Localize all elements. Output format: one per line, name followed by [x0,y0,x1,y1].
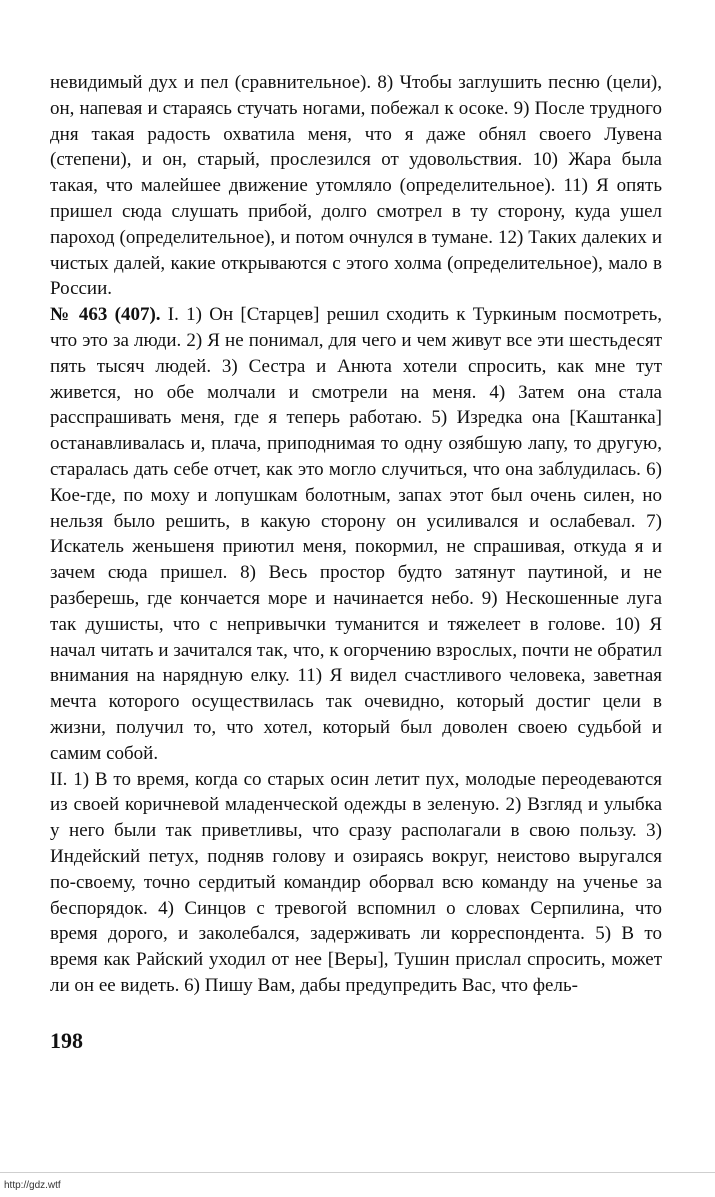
answer-text [50,70,662,999]
paragraph-exercise-463 [50,302,662,766]
paragraph-exercise-part-2: II. 1) В то время, когда со старых осин летит пух, молодые переодеваются из своей коричневой младенческой одежды в зеленую. 2) Взгляд и улыбка у него были так приветливы, что сразу располагали в свою пользу. 3) Индейский петух, подняв голову и озираясь вокруг, неистово выругался по-своему, точно сердитый командир оборвал всю команду на ученье за беспорядок. 4) Синцов с тревогой вспомнил о словах Серпилина, что время дорого, и заколебался, задерживать ли корреспондента. 5) В то время как Райский уходил от нее [Веры], Тушин прислал спросить, может ли он ее видеть. 6) Пишу Вам, дабы предупредить Вас, что фель- [50,768,662,996]
page-number: 198 [50,1028,83,1053]
exercise-number: № 463 (407). [50,304,161,326]
paragraph-continuation: невидимый дух и пел (сравнительное). 8) Чтобы заглушить песню (цели), он, напевая и стараясь стучать ногами, побежал к осоке. 9) После трудного дня такая радость охватила меня, что я даже обнял своего Лувена (степени), и он, старый, прослезился от удовольствия. 10) Жара была такая, что малейшее движение утомляло (определительное). 11) Я опять пришел сюда слушать прибой, долго смотрел в ту сторону, куда ушел пароход (определительное), и потом очнулся в тумане. 12) Таких далеких и чистых далей, какие открываются с этого холма (определительное), мало в России. [50,72,662,300]
watermark: http://gdz.wtf [4,1180,61,1191]
footer-divider [0,1172,715,1173]
exercise-part-1: I. 1) Он [Старцев] решил сходить к Туркиным посмотреть, что это за люди. 2) Я не понимал, для чего и чем живут все эти шестьдесят пять тысяч людей. 3) Сестра и Анюта хотели спросить, как мне тут живется, но обе молчали и смотрели на меня. 4) Затем она стала расспрашивать меня, где я теперь работаю. 5) Изредка она [Каштанка] останавливалась и, плача, приподнимая то одну озябшую лапу, то другую, старалась дать себе отчет, как это могло случиться, что она заблудилась. 6) Кое-где, по моху и лопушкам болотным, запах этот был очень силен, но нельзя было решить, в какую сторону он усиливался и ослабевал. 7) Искатель женьшеня приютил меня, покормил, не спрашивая, откуда я и зачем сюда пришел. 8) Весь простор будто затянут паутиной, и не разберешь, где кончается море и начинается небо. 9) Нескошенные луга так душисты, что с непривычки туманится и тяжелеет в голове. 10) Я начал читать и зачитался так, что, к огорчению взрослых, почти не обратил внимания на нарядную елку. 11) Я видел счастливого человека, заветная мечта которого осуществилась так очевидно, который достиг цели в жизни, получил то, что хотел, который был доволен своею судьбой и самим собой. [50,304,662,764]
